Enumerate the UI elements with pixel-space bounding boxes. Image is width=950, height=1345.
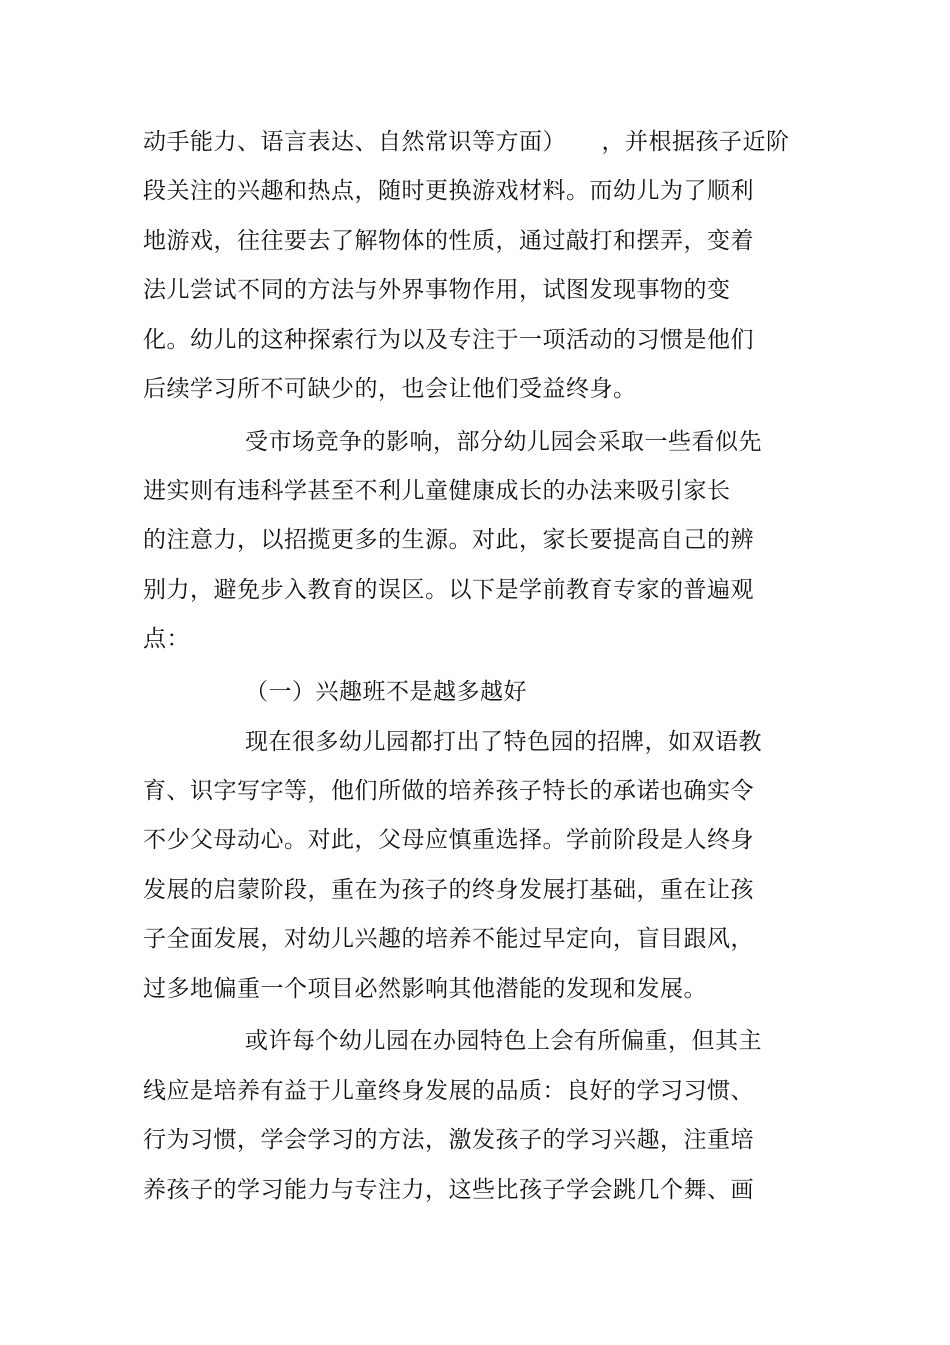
paragraph-start-line: 受市场竞争的影响，部分幼儿园会采取一些看似先: [245, 429, 762, 455]
section-heading: （一）兴趣班不是越多越好: [245, 679, 527, 705]
paragraph-start-line: 现在很多幼儿园都打出了特色园的招牌，如双语教: [245, 729, 762, 755]
text-line: 的注意力，以招揽更多的生源。对此，家长要提高自己的辨: [143, 527, 754, 553]
text-line: 动手能力、语言表达、自然常识等方面） ，并根据孩子近阶: [143, 129, 790, 155]
text-line: 化。幼儿的这种探索行为以及专注于一项活动的习惯是他们: [143, 327, 754, 353]
text-line: 行为习惯，学会学习的方法，激发孩子的学习兴趣，注重培: [143, 1127, 754, 1153]
text-line: 后续学习所不可缺少的，也会让他们受益终身。: [143, 376, 637, 402]
text-line: 过多地偏重一个项目必然影响其他潜能的发现和发展。: [143, 976, 707, 1002]
text-line: 段关注的兴趣和热点，随时更换游戏材料。而幼儿为了顺利: [143, 178, 754, 204]
text-line: 进实则有违科学甚至不利儿童健康成长的办法来吸引家长: [143, 478, 731, 504]
text-line: 地游戏，往往要去了解物体的性质，通过敲打和摆弄，变着: [143, 228, 754, 254]
text-line: 子全面发展，对幼儿兴趣的培养不能过早定向，盲目跟风，: [143, 926, 754, 952]
text-line: 发展的启蒙阶段，重在为孩子的终身发展打基础，重在让孩: [143, 877, 754, 903]
text-line: 不少父母动心。对此，父母应慎重选择。学前阶段是人终身: [143, 827, 754, 853]
text-line: 线应是培养有益于儿童终身发展的品质：良好的学习习惯、: [143, 1078, 754, 1104]
text-line: 别力，避免步入教育的误区。以下是学前教育专家的普遍观: [143, 577, 754, 603]
text-line: 养孩子的学习能力与专注力，这些比孩子学会跳几个舞、画: [143, 1177, 754, 1203]
text-line: 育、识字写字等，他们所做的培养孩子特长的承诺也确实令: [143, 778, 754, 804]
text-line: 法儿尝试不同的方法与外界事物作用，试图发现事物的变: [143, 277, 731, 303]
text-line: 点：: [143, 626, 190, 652]
paragraph-start-line: 或许每个幼儿园在办园特色上会有所偏重，但其主: [245, 1028, 762, 1054]
